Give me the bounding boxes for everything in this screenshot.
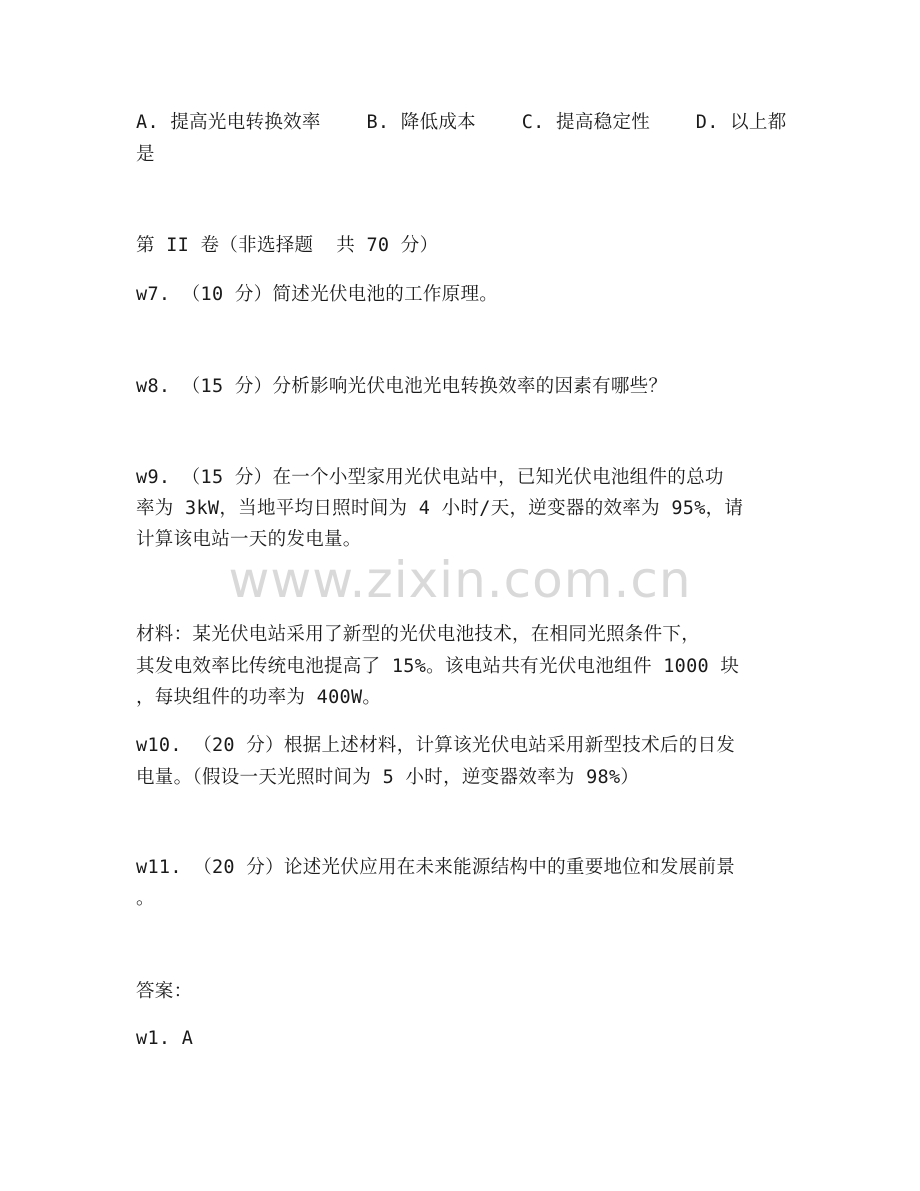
- material-line-2: 其发电效率比传统电池提高了 15%。该电站共有光伏电池组件 1000 块: [136, 656, 740, 677]
- material-line-3: ，每块组件的功率为 400W。: [136, 687, 382, 708]
- question-7: w7. （10 分）简述光伏电池的工作原理。: [136, 284, 499, 305]
- question-10-line-2: 电量。（假设一天光照时间为 5 小时，逆变器效率为 98%）: [136, 767, 640, 788]
- material-line-1: 材料：某光伏电站采用了新型的光伏电池技术，在相同光照条件下，: [136, 624, 701, 645]
- question-8: w8. （15 分）分析影响光伏电池光电转换效率的因素有哪些？: [136, 376, 668, 397]
- answers-title: 答案：: [136, 981, 193, 1002]
- question-11-line-2: 。: [136, 888, 155, 909]
- answer-1: w1. A: [136, 1028, 194, 1049]
- options-line-1: A. 提高光电转换效率 B. 降低成本 C. 提高稳定性 D. 以上都: [136, 112, 787, 133]
- options-line-2: 是: [136, 144, 155, 165]
- section-title: 第 II 卷（非选择题 共 70 分）: [136, 235, 439, 256]
- question-10-line-1: w10. （20 分）根据上述材料，计算该光伏电站采用新型技术后的日发: [136, 735, 736, 756]
- watermark: www.zixin.com.cn: [228, 551, 692, 609]
- question-9-line-1: w9. （15 分）在一个小型家用光伏电站中，已知光伏电池组件的总功: [136, 467, 724, 488]
- question-9-line-3: 计算该电站一天的发电量。: [136, 529, 362, 550]
- question-9-line-2: 率为 3kW，当地平均日照时间为 4 小时/天，逆变器的效率为 95%，请: [136, 498, 744, 519]
- question-11-line-1: w11. （20 分）论述光伏应用在未来能源结构中的重要地位和发展前景: [136, 857, 736, 878]
